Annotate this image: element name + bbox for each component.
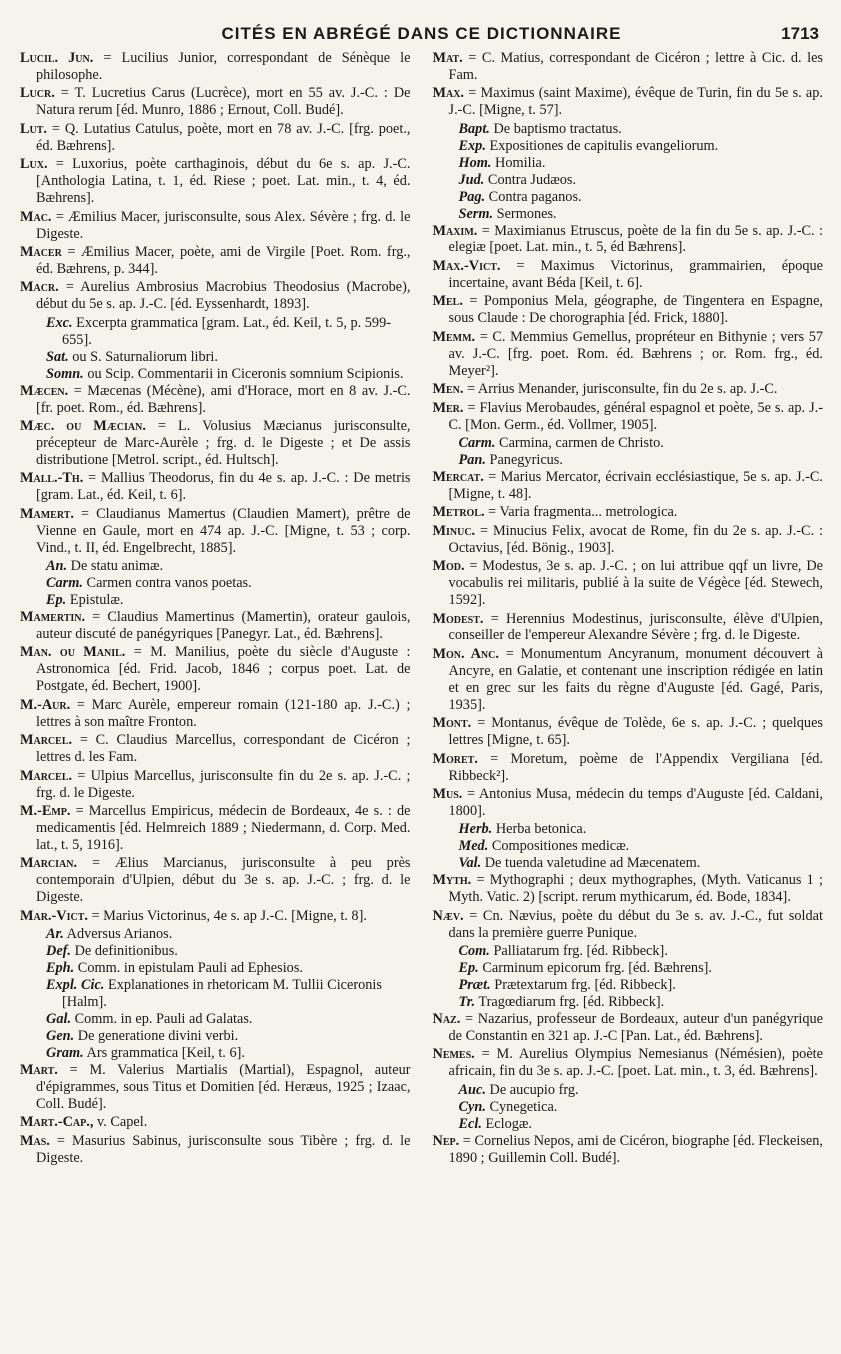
entry-abbreviation: Man. ou Manil. — [20, 644, 126, 661]
entry-abbreviation: Mont. — [432, 715, 472, 732]
sub-entry — [20, 349, 411, 366]
entry-abbreviation: Mæcen. — [20, 382, 69, 399]
sub-entry — [433, 838, 824, 855]
entry-abbreviation: Metrol. — [432, 504, 485, 521]
sub-title: Explanationes in rhetoricam M. Tullii Ciceronis [Halm]. — [62, 977, 382, 1010]
entry-abbreviation: Mas. — [20, 1132, 50, 1149]
entry-description: = Ulpius Marcellus, jurisconsulte fin du 2e s. ap. J.-C. ; frg. d. le Digeste. — [36, 767, 411, 801]
sub-abbreviation: Expl. Cic. — [46, 977, 105, 994]
sub-abbreviation: Ep. — [458, 960, 479, 977]
dictionary-entry — [433, 400, 824, 434]
entry-abbreviation: Mon. Anc. — [432, 645, 499, 662]
left-column — [20, 50, 411, 1168]
entry-description: = Maximus (saint Maxime), évêque de Turin, fin du 5e s. ap. J.-C. [Migne, t. 57]. — [448, 85, 823, 119]
sub-entry — [433, 452, 824, 469]
entry-description: = Moretum, poème de l'Appendix Vergiliana [éd. Ribbeck²]. — [448, 750, 823, 784]
dictionary-entry — [20, 1062, 411, 1113]
sub-abbreviation: Carm. — [458, 434, 496, 451]
sub-title: De statu animæ. — [67, 558, 164, 575]
entry-abbreviation: M.-Emp. — [20, 802, 71, 819]
dictionary-entry — [20, 1133, 411, 1167]
entry-description: = Antonius Musa, médecin du temps d'Auguste [éd. Caldani, 1800]. — [448, 786, 823, 819]
sub-abbreviation: Cyn. — [458, 1098, 486, 1115]
entry-abbreviation: Lut. — [20, 120, 48, 137]
entry-description: = Arrius Menander, jurisconsulte, fin du 2e s. ap. J.-C. — [463, 381, 778, 398]
dictionary-entry — [20, 470, 411, 504]
sub-abbreviation: Ar. — [46, 926, 64, 943]
entry-description: = Mæcenas (Mécène), ami d'Horace, mort en 8 av. J.-C. [fr. poet. Rom., éd. Bæhrens]. — [36, 382, 411, 416]
sub-title: Expositiones de capitulis evangeliorum. — [485, 137, 719, 154]
entry-abbreviation: Men. — [432, 381, 464, 398]
sub-abbreviation: Tr. — [458, 993, 476, 1010]
entry-abbreviation: Marcel. — [20, 767, 73, 784]
sub-title: Carminum epicorum frg. [éd. Bæhrens]. — [478, 960, 712, 977]
sub-entry — [20, 1011, 411, 1028]
entry-description: = C. Memmius Gemellus, propréteur en Bithynie ; vers 57 av. J.-C. [frg. poet. Rom. éd. Bæhrens ; or. Rom. frg., éd. Meyer²]. — [448, 328, 823, 379]
dictionary-entry — [433, 504, 824, 521]
sub-abbreviation: Jud. — [458, 171, 485, 188]
entry-abbreviation: Nep. — [432, 1132, 460, 1149]
dictionary-entry — [433, 329, 824, 380]
running-title: CITÉS EN ABRÉGÉ DANS CE DICTIONNAIRE — [221, 24, 622, 43]
entry-description: = C. Matius, correspondant de Cicéron ; lettre à Cic. d. les Fam. — [448, 50, 823, 83]
dictionary-entry — [20, 156, 411, 207]
sub-entry — [433, 977, 824, 994]
sub-abbreviation: Pag. — [458, 188, 486, 205]
sub-abbreviation: Exc. — [46, 314, 73, 331]
sub-entry — [20, 315, 411, 349]
sub-entry — [20, 1028, 411, 1045]
entry-abbreviation: Macer — [20, 243, 62, 260]
entry-abbreviation: Mamert. — [20, 505, 74, 522]
entry-abbreviation: Lux. — [20, 156, 48, 173]
sub-title: Palliatarum frg. [éd. Ribbeck]. — [489, 943, 668, 960]
sub-entry — [20, 926, 411, 943]
entry-abbreviation: Mart. — [20, 1061, 58, 1078]
dictionary-entry — [433, 715, 824, 749]
dictionary-entry — [20, 609, 411, 643]
entry-description: = Cn. Nævius, poète du début du 3e s. av. J.-C., fut soldat dans la première guerre Punique. — [448, 907, 823, 941]
entry-abbreviation: Marcian. — [20, 855, 78, 872]
sub-title: Compositiones medicæ. — [488, 838, 630, 855]
sub-entry — [20, 960, 411, 977]
dictionary-entry — [20, 1114, 411, 1131]
sub-entry — [20, 592, 411, 609]
entry-description: = Pomponius Mela, géographe, de Tingentera en Espagne, sous Claude : De chorographia [éd. Frick, 1880]. — [448, 293, 823, 327]
entry-description: = C. Claudius Marcellus, correspondant de Cicéron ; lettres d. les Fam. — [36, 732, 411, 766]
entry-abbreviation: Mel. — [432, 293, 463, 310]
dictionary-entry — [20, 244, 411, 278]
entry-abbreviation: Mac. — [20, 208, 52, 225]
entry-description: = Æmilius Macer, poète, ami de Virgile [Poet. Rom. frg., éd. Bæhrens, p. 344]. — [36, 243, 411, 277]
entry-description: = M. Manilius, poète du siècle d'Auguste : Astronomica [éd. Frid. Jacob, 1846 ; corpus poet. Lat. de Postgate, éd. Bechert, 1900]. — [36, 644, 411, 695]
entry-abbreviation: Mercat. — [432, 468, 484, 485]
sub-entry — [433, 172, 824, 189]
dictionary-entry — [433, 1046, 824, 1080]
sub-abbreviation: Hom. — [458, 154, 492, 171]
sub-title: Comm. in ep. Pauli ad Galatas. — [71, 1010, 253, 1027]
sub-abbreviation: Pan. — [458, 451, 486, 468]
entry-abbreviation: Mart.-Cap., — [20, 1114, 94, 1131]
dictionary-entry — [433, 381, 824, 398]
entry-abbreviation: Nemes. — [432, 1046, 475, 1063]
entry-abbreviation: Mod. — [432, 558, 465, 575]
sub-entry — [433, 855, 824, 872]
dictionary-entry — [20, 506, 411, 557]
entry-description: = Q. Lutatius Catulus, poète, mort en 78 av. J.-C. [frg. poet., éd. Bæhrens]. — [36, 120, 411, 154]
right-column — [433, 50, 824, 1168]
dictionary-entry — [20, 732, 411, 766]
sub-abbreviation: Eph. — [46, 960, 75, 977]
sub-entry — [433, 1082, 824, 1099]
entry-abbreviation: Mall.-Th. — [20, 470, 84, 487]
entry-description: = Flavius Merobaudes, général espagnol et poète, 5e s. ap. J.-C. [Mon. Germ., éd. Vollmer, 1905]. — [448, 399, 823, 433]
dictionary-entry — [433, 523, 824, 557]
sub-title: De baptismo tractatus. — [489, 120, 622, 137]
sub-abbreviation: Val. — [458, 855, 482, 872]
entry-abbreviation: Max.-Vict. — [432, 257, 501, 274]
entry-description: = M. Aurelius Olympius Nemesianus (Némésien), poète africain, fin du 3e s. ap. J.-C. [poet. Lat. min., t. 3, éd. Bæhrens]. — [448, 1046, 823, 1080]
entry-abbreviation: Mer. — [432, 399, 464, 416]
page-header — [20, 0, 823, 50]
dictionary-entry — [433, 223, 824, 257]
entry-description: = Marcellus Empiricus, médecin de Bordeaux, 4e s. : de medicamentis [éd. Helmreich 1889 ; Niedermann, d. Corp. Med. lat., t. 5, 1916]. — [36, 802, 411, 853]
dictionary-entry — [20, 768, 411, 802]
sub-abbreviation: Somn. — [46, 365, 84, 382]
entry-description: = Aurelius Ambrosius Macrobius Theodosius (Macrobe), début du 5e s. ap. J.-C. [éd. Eyssenhardt, 1893]. — [36, 279, 411, 313]
dictionary-entry — [433, 293, 824, 327]
sub-abbreviation: Gal. — [46, 1010, 72, 1027]
entry-description: v. Capel. — [93, 1114, 148, 1131]
entry-abbreviation: Myth. — [432, 872, 472, 889]
sub-abbreviation: An. — [46, 558, 68, 575]
sub-entry — [433, 943, 824, 960]
sub-entry — [433, 138, 824, 155]
sub-entry — [433, 189, 824, 206]
entry-abbreviation: Modest. — [432, 610, 484, 627]
sub-entry — [433, 960, 824, 977]
entry-description: = Nazarius, professeur de Bordeaux, auteur d'un panégyrique de Constantin en 321 ap. J.-C [Pan. Lat., éd. Bæhrens]. — [448, 1010, 823, 1044]
sub-entry — [20, 558, 411, 575]
entry-description: = Mallius Theodorus, fin du 4e s. ap. J.-C. : De metris [gram. Lat., éd. Keil, t. 6]. — [36, 470, 411, 504]
sub-abbreviation: Ecl. — [458, 1115, 482, 1132]
entry-description: = Maximianus Etruscus, poète de la fin du 5e s. ap. J.-C. : elegiæ [poet. Lat. min., t. 5, éd Bæhrens]. — [448, 222, 823, 256]
dictionary-entry — [20, 803, 411, 854]
entry-description: = Herennius Modestinus, jurisconsulte, élève d'Ulpien, conseiller de l'empereur Alexandre Sévère ; frg. d. le Digeste. — [448, 610, 823, 644]
sub-title: Carmen contra vanos poetas. — [82, 575, 252, 592]
sub-abbreviation: Gen. — [46, 1027, 75, 1044]
dictionary-entry — [433, 469, 824, 503]
entry-description: = Claudianus Mamertus (Claudien Mamert), prêtre de Vienne en Gaule, mort en 474 ap. J.-C. [Migne, t. 53 ; corp. Vind., t. II, éd. Engelbrecht, 1885]. — [36, 505, 411, 556]
entry-description: = Æmilius Macer, jurisconsulte, sous Alex. Sévère ; frg. d. le Digeste. — [36, 208, 411, 242]
sub-abbreviation: Sat. — [46, 348, 69, 365]
entry-abbreviation: Mamertin. — [20, 609, 86, 625]
dictionary-entry — [20, 908, 411, 925]
entry-description: = Masurius Sabinus, jurisconsulte sous Tibère ; frg. d. le Digeste. — [36, 1132, 411, 1166]
sub-title: Ars grammatica [Keil, t. 6]. — [83, 1044, 245, 1061]
entry-description: = Cornelius Nepos, ami de Cicéron, biographe [éd. Fleckeisen, 1890 ; Guillemin Coll. Budé]. — [448, 1132, 823, 1166]
dictionary-entry — [433, 258, 824, 292]
dictionary-entry — [20, 644, 411, 695]
dictionary-entry — [20, 121, 411, 155]
sub-title: Epistulæ. — [66, 592, 124, 609]
sub-title: Tragœdiarum frg. [éd. Ribbeck]. — [475, 993, 665, 1010]
entry-description: = Lucilius Junior, correspondant de Sénèque le philosophe. — [36, 50, 411, 83]
entry-description: = M. Valerius Martialis (Martial), Espagnol, auteur d'épigrammes, sous Titus et Domitien [éd. Heræus, 1925 ; Izaac, Coll. Budé]. — [36, 1061, 411, 1112]
sub-title: Excerpta grammatica [gram. Lat., éd. Keil, t. 5, p. 599-655]. — [62, 314, 391, 348]
sub-entry — [20, 977, 411, 1011]
sub-title: Contra paganos. — [485, 188, 582, 205]
sub-entry — [20, 366, 411, 383]
sub-entry — [433, 121, 824, 138]
sub-entry — [433, 435, 824, 452]
entry-abbreviation: Memm. — [432, 328, 476, 345]
dictionary-entry — [433, 50, 824, 84]
dictionary-entry — [20, 85, 411, 119]
dictionary-entry — [433, 786, 824, 820]
dictionary-entry — [433, 85, 824, 119]
entry-abbreviation: Næv. — [432, 907, 464, 924]
dictionary-entry — [433, 558, 824, 609]
entry-description: = Claudius Mamertinus (Mamertin), orateur gaulois, auteur discuté de panégyriques [Panegyr. Lat., éd. Bæhrens]. — [36, 609, 411, 642]
sub-title: Sermones. — [493, 205, 557, 222]
entry-description: = Modestus, 3e s. ap. J.-C. ; on lui attribue qqf un livre, De vocabulis rei militaris, publié à la suite de Végèce [éd. Stewech, 1592]. — [448, 558, 823, 609]
dictionary-entry — [20, 50, 411, 84]
entry-abbreviation: Max. — [432, 85, 465, 102]
dictionary-entry — [20, 209, 411, 243]
sub-abbreviation: Def. — [46, 943, 72, 960]
sub-title: De aucupio frg. — [485, 1081, 579, 1098]
sub-abbreviation: Auc. — [458, 1081, 486, 1098]
sub-title: Adversus Arianos. — [63, 926, 173, 943]
sub-entry — [20, 1045, 411, 1062]
entry-description: = Monumentum Ancyranum, monument découvert à Ancyre, en Galatie, et contenant une inscription rédigée en latin et en grec sur les faits du règne d'Auguste [éd. Gagé, Paris, 1935]. — [448, 645, 823, 713]
sub-title: De generatione divini verbi. — [74, 1027, 239, 1044]
sub-abbreviation: Exp. — [458, 137, 486, 154]
entry-description: = T. Lucretius Carus (Lucrèce), mort en 55 av. J.-C. : De Natura rerum [éd. Munro, 1886 ; Ernout, Coll. Budé]. — [36, 85, 411, 119]
entry-description: = Mythographi ; deux mythographes, (Myth. Vaticanus 1 ; Myth. Vatic. 2) [script. rerum mythicarum, éd. Bode, 1834]. — [448, 872, 823, 906]
columns — [20, 50, 823, 1168]
sub-entry — [433, 1116, 824, 1133]
entry-description: = Maximus Victorinus, grammairien, époque incertaine, avant Béda [Keil, t. 6]. — [448, 257, 823, 291]
sub-entry — [433, 821, 824, 838]
dictionary-entry — [433, 1133, 824, 1167]
sub-entry — [20, 943, 411, 960]
entry-abbreviation: Macr. — [20, 279, 59, 296]
entry-description: = Marc Aurèle, empereur romain (121-180 ap. J.-C.) ; lettres à son maître Fronton. — [36, 696, 411, 730]
dictionary-entry — [20, 383, 411, 417]
sub-title: ou Scip. Commentarii in Ciceronis somnium Scipionis. — [83, 365, 404, 382]
entry-abbreviation: Lucil. Jun. — [20, 50, 94, 66]
dictionary-entry — [433, 872, 824, 906]
sub-entry — [433, 206, 824, 223]
entry-description: = Varia fragmenta... metrologica. — [484, 504, 678, 521]
dictionary-entry — [433, 611, 824, 645]
dictionary-entry — [433, 751, 824, 785]
sub-title: De tuenda valetudine ad Mæcenatem. — [481, 855, 701, 872]
dictionary-entry — [20, 418, 411, 469]
entry-abbreviation: Mus. — [432, 786, 463, 803]
dictionary-entry — [20, 697, 411, 731]
sub-abbreviation: Serm. — [458, 205, 494, 222]
sub-entry — [433, 1099, 824, 1116]
sub-title: Homilia. — [491, 154, 546, 171]
entry-abbreviation: Maxim. — [432, 222, 478, 239]
sub-title: Panegyricus. — [485, 451, 563, 468]
page-number: 1713 — [781, 24, 819, 43]
entry-description: = Marius Victorinus, 4e s. ap J.-C. [Migne, t. 8]. — [87, 907, 367, 924]
entry-description: = Ælius Marcianus, jurisconsulte à peu près contemporain d'Ulpien, début du 3e s. ap. J.-C. ; frg. d. le Digeste. — [36, 855, 411, 906]
sub-abbreviation: Carm. — [46, 575, 83, 592]
entry-abbreviation: Mar.-Vict. — [20, 907, 88, 924]
sub-abbreviation: Med. — [458, 838, 489, 855]
dictionary-entry — [433, 1011, 824, 1045]
entry-abbreviation: Moret. — [432, 750, 478, 767]
entry-abbreviation: Naz. — [432, 1010, 461, 1027]
sub-title: ou S. Saturnaliorum libri. — [68, 348, 218, 365]
entry-abbreviation: Mat. — [432, 50, 463, 66]
entry-description: = L. Volusius Mæcianus jurisconsulte, précepteur de Marc-Aurèle ; frg. d. le Digeste ; et De assis distributione [Metrol. script., éd. Hultsch]. — [36, 418, 411, 468]
sub-title: Comm. in epistulam Pauli ad Ephesios. — [74, 960, 303, 977]
entry-abbreviation: Lucr. — [20, 85, 55, 102]
sub-entry — [20, 575, 411, 592]
entry-description: = Montanus, évêque de Tolède, 6e s. ap. J.-C. ; quelques lettres [Migne, t. 65]. — [448, 715, 823, 749]
entry-abbreviation: M.-Aur. — [20, 696, 71, 713]
dictionary-entry — [433, 646, 824, 714]
sub-abbreviation: Bapt. — [458, 120, 490, 137]
sub-title: Herba betonica. — [492, 821, 587, 838]
entry-abbreviation: Mæc. ou Mæcian. — [20, 418, 146, 435]
sub-title: Eclogæ. — [481, 1115, 532, 1132]
sub-entry — [433, 994, 824, 1011]
entry-abbreviation: Marcel. — [20, 732, 73, 749]
sub-entry — [433, 155, 824, 172]
sub-title: Carmina, carmen de Christo. — [495, 434, 664, 451]
sub-abbreviation: Com. — [458, 943, 490, 960]
sub-abbreviation: Præt. — [458, 977, 491, 994]
entry-description: = Marius Mercator, écrivain ecclésiastique, 5e s. ap. J.-C. [Migne, t. 48]. — [448, 468, 823, 502]
sub-title: Prætextarum frg. [éd. Ribbeck]. — [490, 977, 676, 994]
sub-abbreviation: Ep. — [46, 592, 67, 609]
entry-description: = Minucius Felix, avocat de Rome, fin du 2e s. ap. J.-C. : Octavius, [éd. Bönig., 1903]. — [448, 522, 823, 556]
sub-title: De definitionibus. — [71, 943, 178, 960]
dictionary-entry — [20, 855, 411, 906]
sub-title: Cynegetica. — [485, 1098, 558, 1115]
dictionary-entry — [20, 279, 411, 313]
entry-description: = Luxorius, poète carthaginois, début du 6e s. ap. J.-C. [Anthologia Latina, t. 1, éd. Riese ; poet. Lat. min., t. 4, éd. Bæhrens]. — [36, 156, 411, 207]
dictionary-entry — [433, 908, 824, 942]
sub-abbreviation: Herb. — [458, 821, 493, 838]
sub-abbreviation: Gram. — [46, 1044, 84, 1061]
sub-title: Contra Judæos. — [484, 171, 577, 188]
entry-abbreviation: Minuc. — [432, 522, 476, 539]
